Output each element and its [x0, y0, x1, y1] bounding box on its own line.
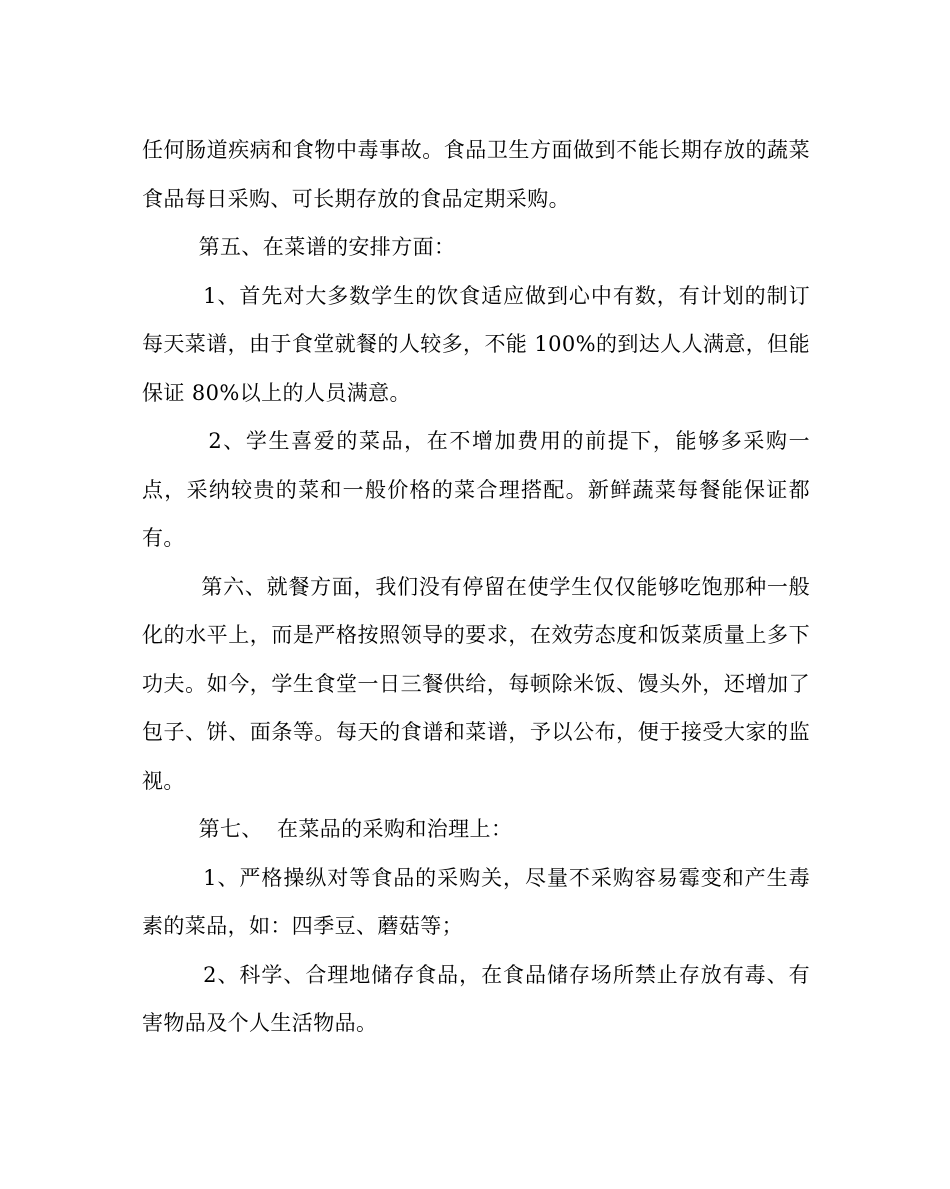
paragraph-hygiene-end: 任何肠道疾病和食物中毒事故。食品卫生方面做到不能长期存放的蔬菜食品每日采购、可长期存放的食品定期采购。	[142, 138, 810, 211]
paragraph-menu-item-1: 1、首先对大多数学生的饮食适应做到心中有数，有计划的制订每天菜谱，由于食堂就餐的人较多，不能 100%的到达人人满意，但能保证 80%以上的人员满意。	[142, 283, 810, 405]
paragraph-menu-item-2: 2、学生喜爱的菜品，在不增加费用的前提下，能够多采购一点，采纳较贵的菜和一般价格的菜合理搭配。新鲜蔬菜每餐能保证都有。	[142, 429, 810, 550]
paragraph-purchase-item-1: 1、严格操纵对等食品的采购关，尽量不采购容易霉变和产生毒素的菜品，如：四季豆、蘑菇等；	[142, 865, 810, 938]
paragraph-section-five-heading: 第五、在菜谱的安排方面：	[142, 235, 456, 259]
paragraph-purchase-item-2: 2、科学、合理地储存食品，在食品储存场所禁止存放有毒、有害物品及个人生活物品。	[142, 962, 810, 1035]
paragraph-section-seven-heading: 第七、 在菜品的采购和治理上：	[142, 817, 513, 841]
paragraph-section-six: 第六、就餐方面，我们没有停留在使学生仅仅能够吃饱那种一般化的水平上，而是严格按照领导的要求，在效劳态度和饭菜质量上多下功夫。如今，学生食堂一日三餐供给，每顿除米饭、馒头外，还增加了包子、饼、面条等。每天的食谱和菜谱，予以公布，便于接受大家的监视。	[142, 574, 810, 793]
document-body	[142, 126, 810, 1048]
